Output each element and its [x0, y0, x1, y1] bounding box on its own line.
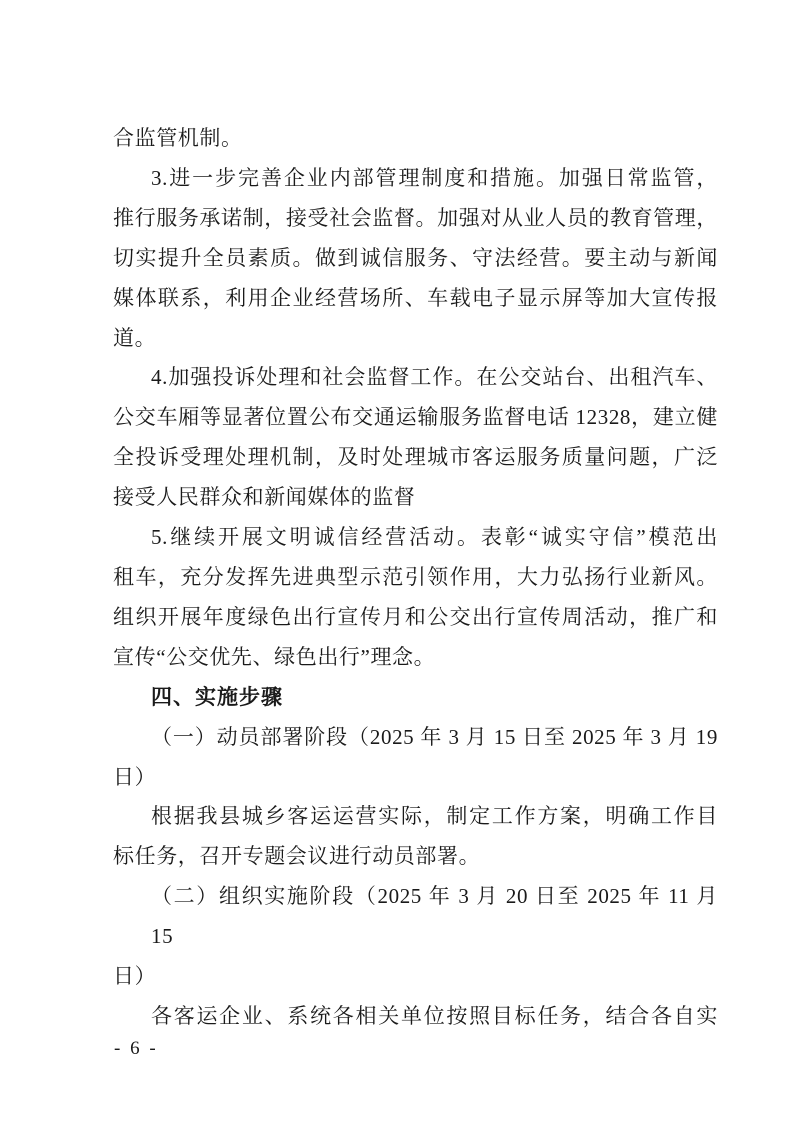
- text-line: （二）组织实施阶段（2025 年 3 月 20 日至 2025 年 11 月 15: [151, 884, 724, 949]
- text-line: 切实提升全员素质。做到诚信服务、守法经营。要主动与新闻: [113, 245, 718, 270]
- text-line: 合监管机制。: [113, 126, 243, 150]
- page-number: - 6 -: [114, 1038, 156, 1059]
- text-line: 组织开展年度绿色出行宣传月和公交出行宣传周活动，推广和: [113, 604, 718, 629]
- section-heading: 四、实施步骤: [151, 685, 283, 709]
- text-line: 4.加强投诉处理和社会监督工作。在公交站台、出租汽车、: [151, 365, 718, 390]
- text-line: 5.继续开展文明诚信经营活动。表彰“诚实守信”模范出: [151, 525, 718, 550]
- text-line: 日）: [113, 964, 157, 989]
- text-line: 推行服务承诺制，接受社会监督。加强对从业人员的教育管理，: [113, 205, 718, 230]
- text-line: 道。: [113, 325, 157, 350]
- text-line: 媒体联系，利用企业经营场所、车载电子显示屏等加大宣传报: [113, 285, 718, 310]
- text-line: （一）动员部署阶段（2025 年 3 月 15 日至 2025 年 3 月 19: [151, 724, 718, 749]
- text-line: 接受人民群众和新闻媒体的监督: [113, 485, 416, 510]
- document-body: [113, 119, 724, 1037]
- text-line: 租车，充分发挥先进典型示范引领作用，大力弘扬行业新风。: [113, 564, 718, 589]
- text-line: 各客运企业、系统各相关单位按照目标任务，结合各自实: [151, 1003, 718, 1028]
- text-line: 宣传“公交优先、绿色出行”理念。: [113, 644, 436, 669]
- text-line: 标任务，召开专题会议进行动员部署。: [113, 844, 481, 869]
- text-line: 3.进一步完善企业内部管理制度和措施。加强日常监管，: [151, 165, 718, 190]
- text-line: 全投诉受理处理机制，及时处理城市客运服务质量问题，广泛: [113, 445, 718, 470]
- text-line: 日）: [113, 764, 157, 789]
- text-line: 根据我县城乡客运运营实际，制定工作方案，明确工作目: [151, 804, 718, 829]
- text-line: 公交车厢等显著位置公布交通运输服务监督电话 12328，建立健: [113, 405, 718, 430]
